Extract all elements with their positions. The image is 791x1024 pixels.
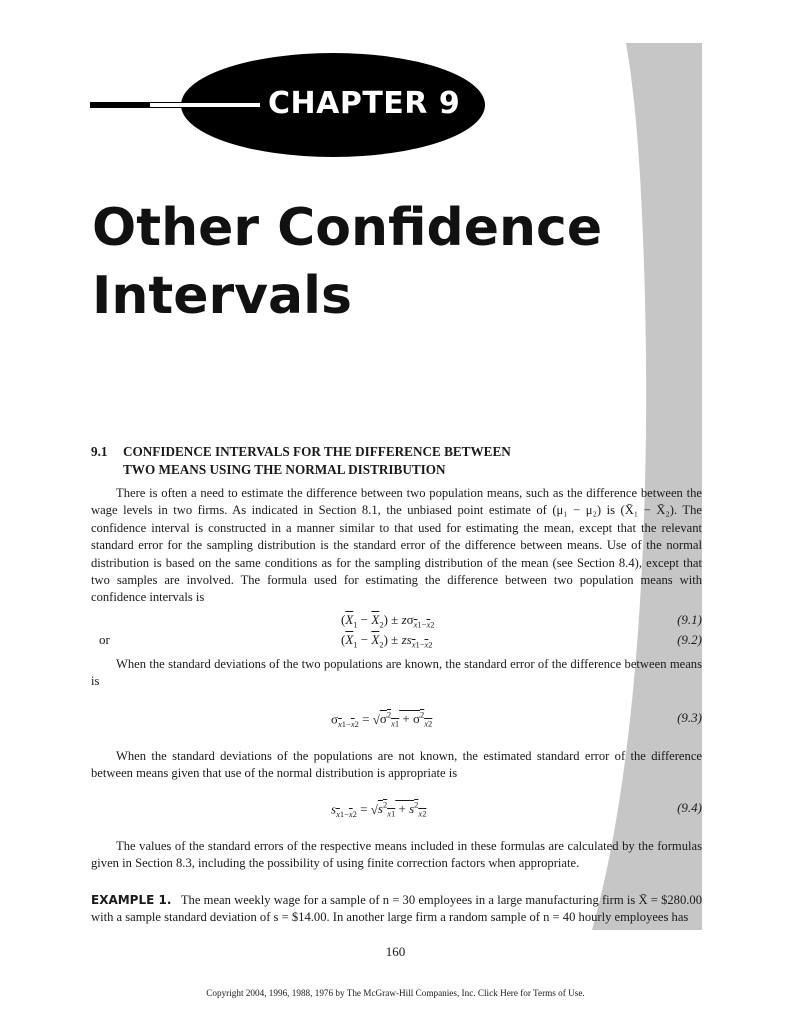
example-label: EXAMPLE 1. (91, 893, 172, 907)
equation-9-2-number: (9.2) (677, 632, 702, 647)
paragraph-2: When the standard deviations of the two populations are known, the standard error of the difference between means is (91, 657, 702, 689)
equation-9-2-lead: or (99, 632, 110, 647)
equation-9-2-body: $(\overline{X}_1 - \overline{X}_2) \pm zs_{\overline{x}1-\overline{x}2}$ (341, 632, 433, 650)
equation-9-1-number: (9.1) (677, 612, 702, 627)
copyright-link[interactable]: Copyright 2004, 1996, 1988, 1976 by The McGraw-Hill Companies, Inc. Click Here for Terms of Use. (206, 988, 585, 998)
paragraph-4: The values of the standard errors of the respective means included in these formulas are calculated by the formulas given in Section 8.3, including the possibility of using finite correction factors when appropriate. (91, 839, 702, 871)
section-heading-line1: CONFIDENCE INTERVALS FOR THE DIFFERENCE BETWEEN (123, 444, 511, 459)
equation-9-3-number: (9.3) (677, 710, 702, 725)
example-text: The mean weekly wage for a sample of n = 30 employees in a large manufacturing firm is X̄ = $280.00 with a sample standard deviation of s = $14.00. In another large firm a random sample of n = 40 hourly employees has (91, 893, 703, 925)
chapter-title-line2: Intervals (92, 266, 352, 326)
page-number: 160 (385, 944, 406, 959)
equation-9-4-body: $s_{\overline{x}1-\overline{x}2} = √s^2_{x1} + s^2_{x2}$ (331, 800, 427, 819)
equation-9-2 (91, 632, 702, 650)
chapter-title-line1: Other Confidence (92, 198, 603, 258)
equation-9-4 (91, 800, 702, 824)
section-heading (91, 443, 511, 479)
equation-9-1-body: $(\overline{X}_1 - \overline{X}_2) \pm z\sigma_{\overline{x}1-\overline{x}2}$ (341, 612, 435, 630)
example-1 (91, 892, 702, 927)
section-heading-line2: TWO MEANS USING THE NORMAL DISTRIBUTION (123, 462, 446, 477)
equation-9-3 (91, 710, 702, 734)
section-number: 9.1 (91, 444, 108, 459)
chapter-label: CHAPTER 9 (268, 86, 461, 121)
equation-9-1 (91, 612, 702, 630)
paragraph-3: When the standard deviations of the populations are not known, the estimated standard error of the difference between means given that use of the normal distribution is appropriate is (91, 749, 702, 781)
equation-9-4-number: (9.4) (677, 800, 702, 815)
equation-9-3-body: $\sigma_{\overline{x}1-\overline{x}2} = √\sigma^2_{x1} + \sigma^2_{x2}$ (331, 710, 433, 729)
chapter-title (92, 194, 602, 330)
paragraph-1: There is often a need to estimate the difference between two population means, such as the difference between the wage levels in two firms. As indicated in Section 8.1, the unbiased point estimate of (μ₁ − μ₂) is (X̄₁ − X̄₂). The confidence interval is constructed in a manner similar to that used for estimating the mean, except that the relevant standard error for the sampling distribution is the standard error of the difference between means. Use of the normal distribution is based on the same conditions as for the sampling distribution of the mean (see Section 8.4), except that two samples are involved. The formula used for estimating the difference between two population means with confidence intervals is (91, 486, 702, 605)
